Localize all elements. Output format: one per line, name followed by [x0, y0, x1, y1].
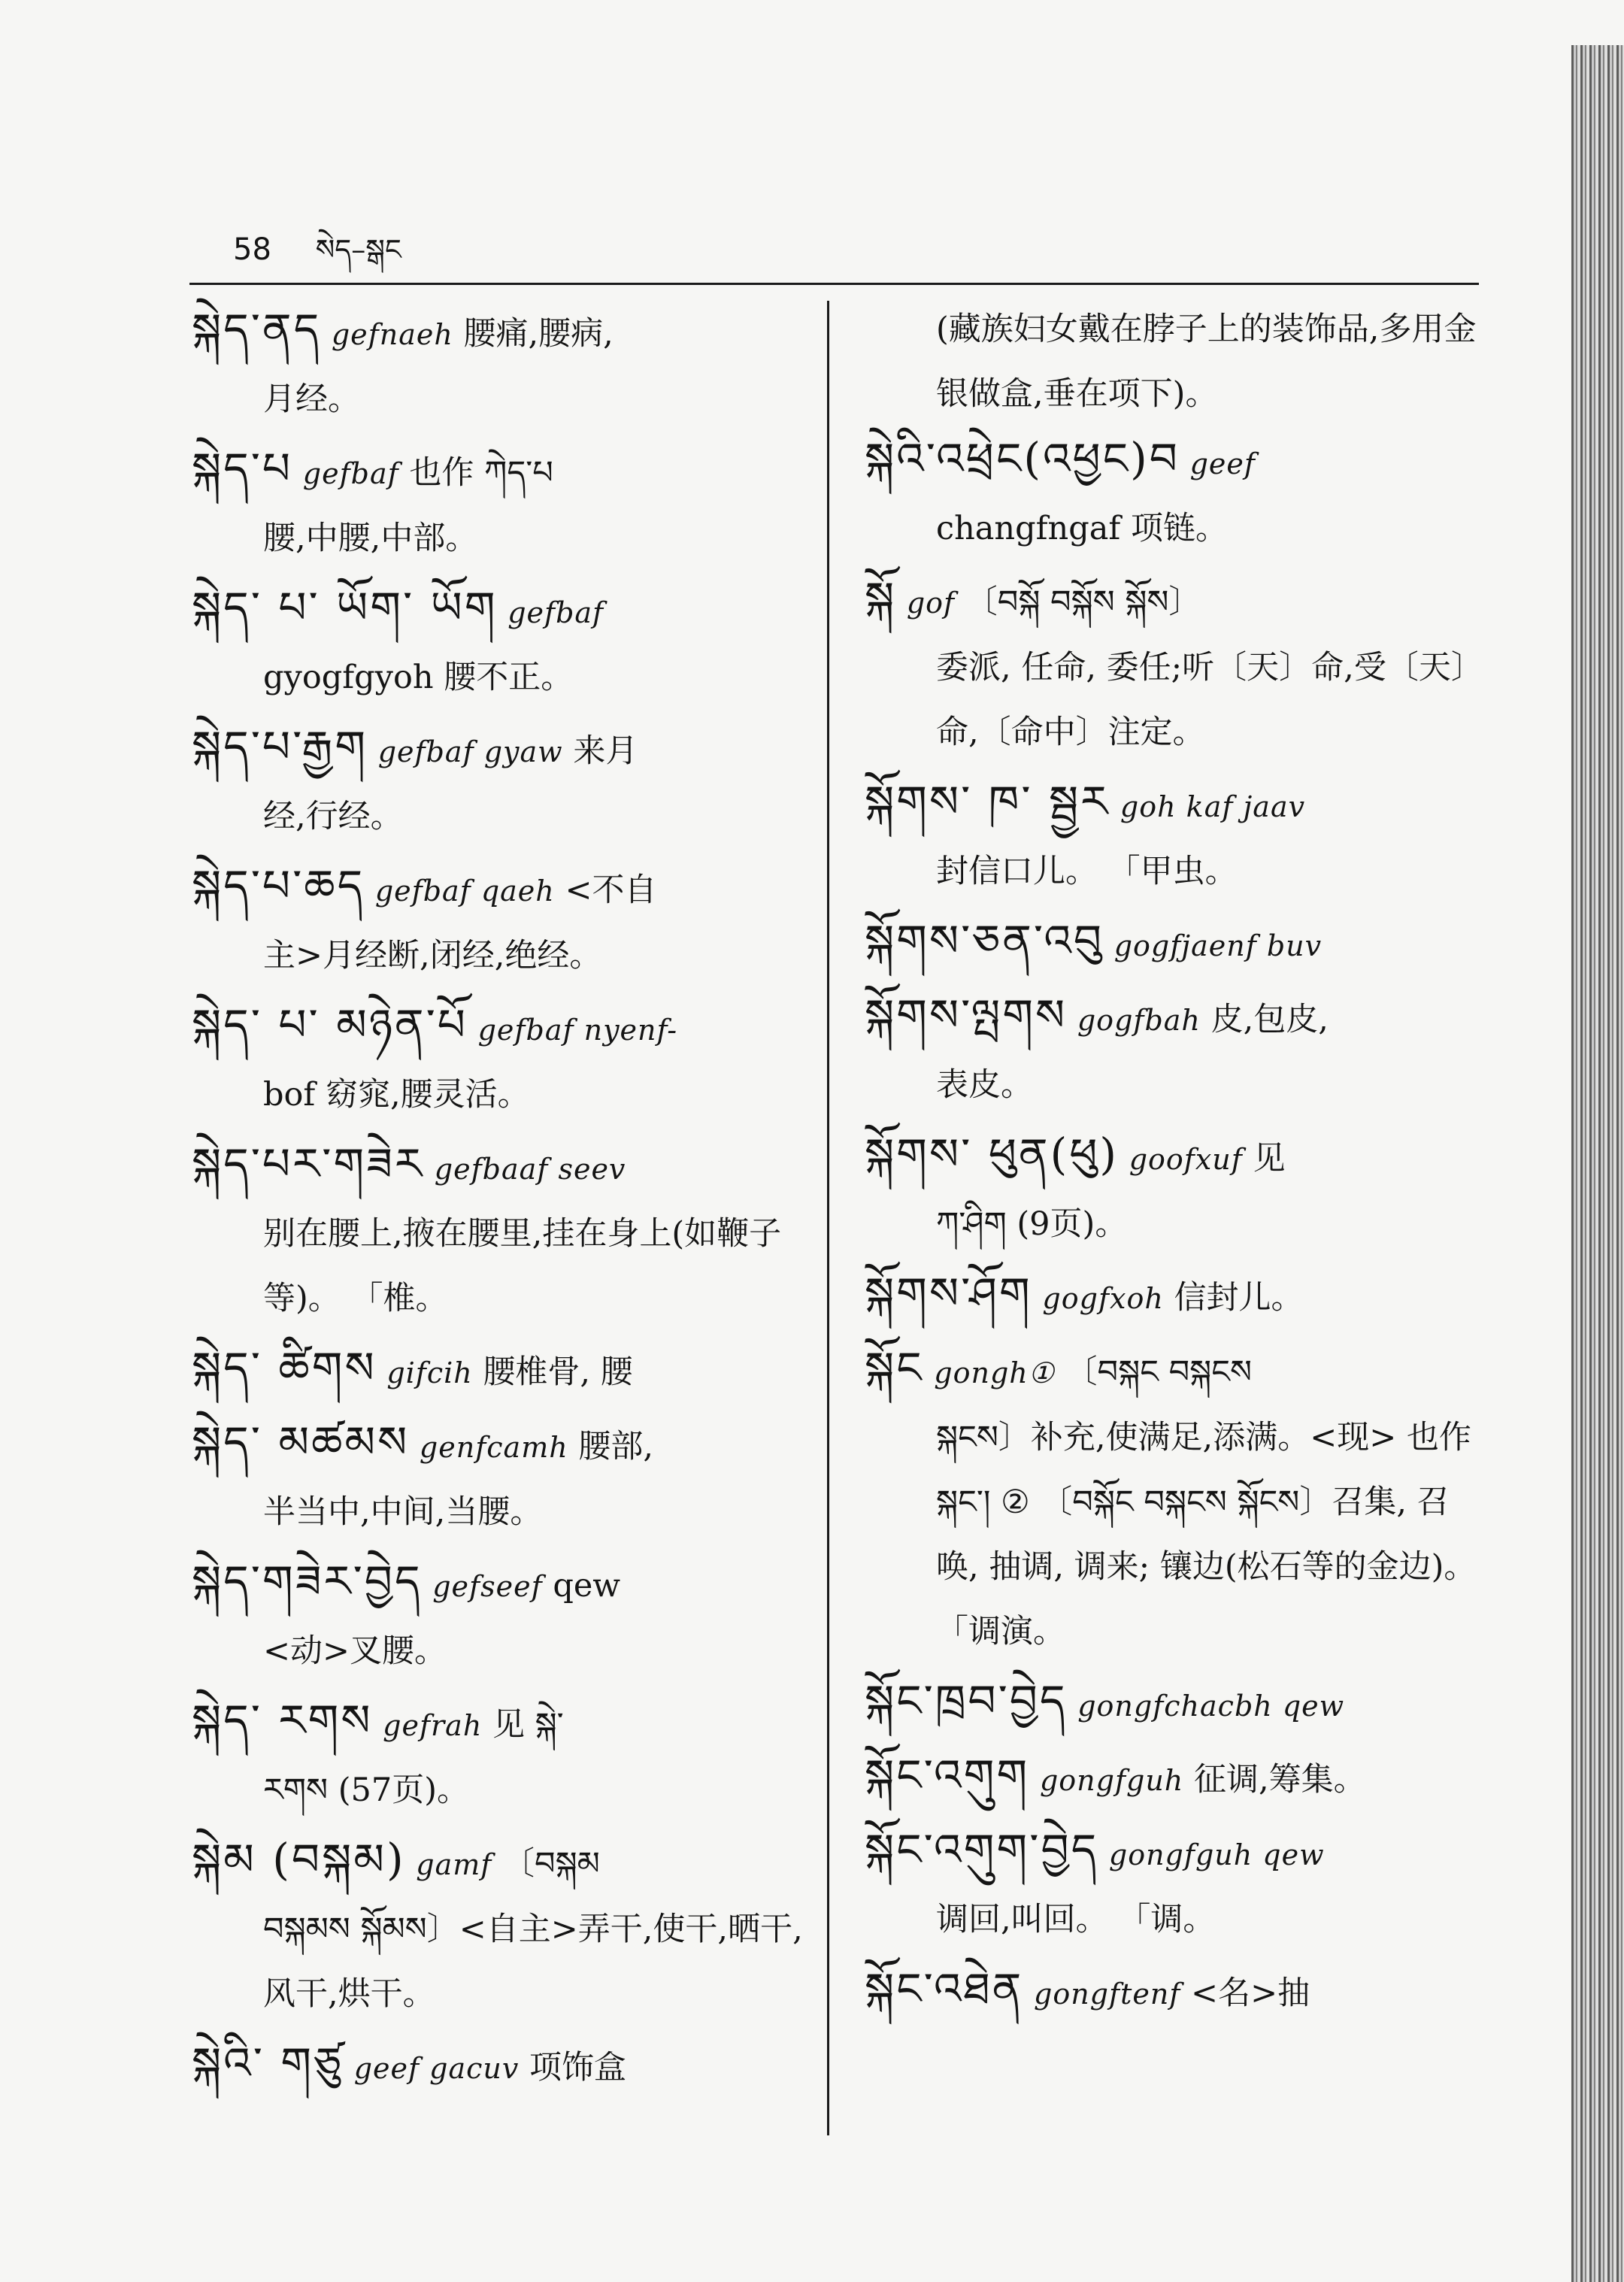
headword: སྐེའི་འཕྲེང(འཕྱང)བ [865, 433, 1180, 484]
definition: 见 [1253, 1140, 1286, 1177]
definition: qew [553, 1567, 621, 1605]
headword: སྐོང་འགུག [865, 1750, 1030, 1801]
definition-continuation: 表皮。 [936, 1066, 1033, 1104]
headword: སྐེད་ནད [192, 304, 322, 355]
dictionary-entry [192, 297, 808, 432]
romanization: gifcih [386, 1356, 473, 1390]
page-edge-shadow [1571, 45, 1624, 2282]
romanization: gogfbah [1077, 1004, 1201, 1037]
definition-continuation: gyogfgyoh 腰不正。 [263, 659, 574, 696]
definition-continuation: 半当中,中间,当腰。 [263, 1493, 543, 1531]
romanization: gongfchacbh qew [1077, 1690, 1345, 1723]
headword: སྐེད་ མཚམས [192, 1417, 410, 1468]
definition: 腰部, [578, 1428, 654, 1465]
headword: སྐོང་འགུག་བྱེད [865, 1824, 1099, 1875]
column-divider [827, 301, 829, 2135]
definition-continuation: <动>叉腰。 [263, 1632, 447, 1670]
left-column [192, 297, 808, 2105]
romanization: gongh① [934, 1356, 1055, 1390]
headword: སྐོང་འཐེན [865, 1963, 1024, 2014]
headword: སྐེད་པ་རྒྱག [192, 721, 368, 772]
romanization: gogfjaenf buv [1113, 929, 1323, 962]
dictionary-entry [192, 1549, 808, 1683]
definition-continuation: 主>月经断,闭经,绝经。 [263, 937, 602, 974]
definition: 〔བསྐོ བསྐོས སྐོས〕 [965, 583, 1201, 621]
dictionary-entry [192, 2031, 808, 2101]
romanization: gefrah [383, 1709, 483, 1742]
romanization: geef gacuv [353, 2052, 520, 2085]
header-rule [189, 283, 1479, 285]
romanization: gongfguh qew [1108, 1838, 1325, 1871]
dictionary-entry [865, 1743, 1481, 1813]
page-number: 58 [233, 232, 271, 267]
dictionary-entry [865, 983, 1481, 1117]
headword: སྐེའི་ གཙུ [192, 2038, 344, 2089]
definition-continuation: 月经。 [263, 380, 360, 418]
definition-continuation: 腰,中腰,中部。 [263, 520, 478, 557]
dictionary-entry [192, 1132, 808, 1331]
continued-definition: (藏族妇女戴在脖子上的装饰品,多用金银做盒,垂在项下)。 [936, 311, 1477, 413]
definition-continuation: སྐངས〕补充,使满足,添满。<现> 也作 སྐང་། ② 〔བསྐོང བསྐངས སྐོངས〕召集, 召唤, 抽调, 调来; 镶边(松石等的金边)。 「调演。 [936, 1419, 1477, 1650]
entry-range: སེད–སྒང [315, 233, 401, 266]
dictionary-entry [192, 993, 808, 1127]
definition: <名>抽 [1191, 1974, 1310, 2012]
definition-continuation: 经,行经。 [263, 798, 403, 835]
romanization: geef [1189, 447, 1256, 480]
romanization: goofxuf [1129, 1143, 1243, 1176]
headword: སྐོགས་ལྤགས [865, 989, 1068, 1041]
headword: སྐེད་ པ་ ཡོག་ ཡོག [192, 582, 498, 633]
romanization: gefbaf [508, 596, 604, 629]
dictionary-entry [865, 1335, 1481, 1664]
definition: 腰椎骨, 腰 [483, 1353, 633, 1391]
dictionary-entry [192, 1688, 808, 1823]
romanization: gefbaf gyaw [377, 735, 563, 768]
definition: 征调,筹集。 [1193, 1761, 1366, 1799]
headword: སྐོགས་ ཁ་ སྦྱར [865, 776, 1110, 827]
romanization: gefbaf [302, 457, 399, 490]
dictionary-entry [865, 1668, 1481, 1738]
headword: སྐོགས་ཅན་འབུ [865, 915, 1104, 966]
page-header [233, 218, 401, 299]
romanization: gamf [416, 1848, 492, 1881]
dictionary-entry [865, 1817, 1481, 1952]
dictionary-entry [192, 1335, 808, 1405]
definition-continuation: 调回,叫回。 「调。 [936, 1901, 1216, 1938]
dictionary-entry [865, 1956, 1481, 2026]
dictionary-entry [192, 436, 808, 571]
definition: 见 སྐེ་ [492, 1706, 564, 1744]
headword: སྐེད་པ་ཆད [192, 860, 365, 911]
definition: 项饰盒 [529, 2049, 627, 2087]
definition-continuation: བསྐམས སྐོམས〕<自主>弄干,使干,晒干,风干,烘干。 [263, 1911, 803, 2013]
headword: སྐོགས་ཤོག [865, 1268, 1032, 1319]
definition: 来月 [573, 732, 638, 770]
definition: 腰痛,腰病, [463, 315, 614, 353]
definition-continuation: ཀ་ཤིག (9页)。 [936, 1205, 1128, 1243]
dictionary-entry [192, 1827, 808, 2026]
definition: 〔བསྐང བསྐངས [1065, 1353, 1253, 1391]
romanization: gongfguh [1039, 1764, 1184, 1797]
definition: 皮,包皮, [1210, 1001, 1329, 1038]
headword: སྐེམ (བསྐམ) [192, 1834, 406, 1885]
definition-continuation: 封信口儿。 「甲虫。 [936, 853, 1238, 890]
headword: སྐོང [865, 1342, 924, 1393]
romanization: goh kaf jaav [1120, 790, 1306, 823]
romanization: gof [906, 586, 956, 620]
dictionary-entry [865, 1122, 1481, 1256]
definition-continuation: 委派, 任命, 委任;听〔天〕命,受〔天〕命,〔命中〕注定。 [936, 649, 1468, 751]
romanization: gogfxoh [1042, 1282, 1164, 1315]
romanization: genfcamh [419, 1431, 568, 1464]
dictionary-entry [865, 908, 1481, 978]
headword: སྐོ [865, 572, 897, 623]
definition: 也作 ཀེད་པ [409, 454, 553, 492]
dictionary-entry [192, 714, 808, 849]
romanization: gefbaf qaeh [374, 874, 555, 908]
dictionary-entry [192, 853, 808, 988]
dictionary-entry [865, 769, 1481, 904]
headword: སྐེད་ ཚིགས [192, 1342, 377, 1393]
headword: སྐེད་གཟེར་བྱེད [192, 1556, 423, 1607]
headword: སྐེད་པ [192, 443, 293, 494]
romanization: gefnaeh [331, 318, 453, 351]
definition-continuation: changfngaf 项链。 [936, 510, 1228, 547]
headword: སྐེད་པར་གཟེར [192, 1138, 425, 1189]
romanization: gefbaaf seev [434, 1153, 626, 1186]
definition: 信封儿。 [1174, 1279, 1304, 1317]
dictionary-entry [865, 565, 1481, 765]
right-column [865, 297, 1481, 2031]
headword: སྐེད་ པ་ མཉེན་པོ [192, 999, 468, 1050]
headword: སྐོང་ཁྲབ་བྱེད [865, 1675, 1068, 1726]
dictionary-entry [865, 1261, 1481, 1331]
definition-continuation: རགས (57页)。 [263, 1771, 470, 1809]
dictionary-entry [192, 1410, 808, 1544]
romanization: gefbaf nyenf- [477, 1014, 678, 1047]
definition: 〔བསྐམ [502, 1845, 600, 1883]
romanization: gefseef [432, 1570, 543, 1603]
headword: སྐེད་ རགས [192, 1695, 373, 1746]
romanization: gongftenf [1034, 1977, 1181, 2011]
definition-continuation: 别在腰上,掖在腰里,挂在身上(如鞭子等)。 「椎。 [263, 1215, 782, 1317]
dictionary-entry [865, 426, 1481, 561]
definition-continuation: bof 窈窕,腰灵活。 [263, 1076, 530, 1114]
definition: <不自 [565, 871, 657, 909]
headword: སྐོགས་ ཕུན(ཕུ) [865, 1129, 1120, 1180]
dictionary-entry [192, 575, 808, 710]
